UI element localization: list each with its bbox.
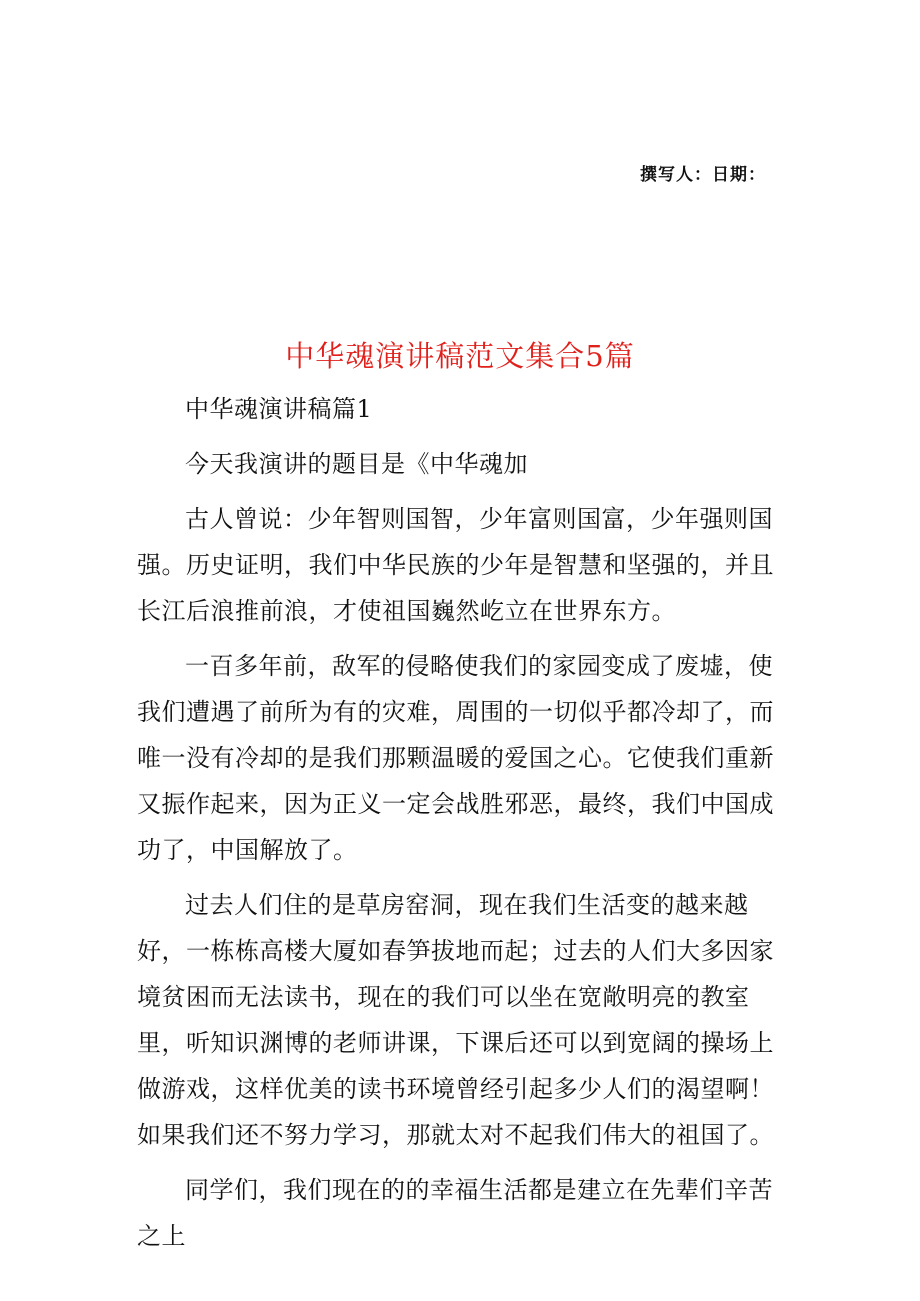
paragraph-ancient-saying: 古人曾说：少年智则国智，少年富则国富，少年强则国强。历史证明，我们中华民族的少年是智慧和坚强的，并且长江后浪推前浪，才使祖国巍然屹立在世界东方。 bbox=[137, 505, 774, 625]
document-body bbox=[137, 386, 797, 1259]
section-heading: 中华魂演讲稿篇1 bbox=[185, 395, 373, 423]
paragraph-history: 一百多年前，敌军的侵略使我们的家园变成了废墟，使我们遭遇了前所为有的灾难，周围的一切似乎都冷却了，而唯一没有冷却的是我们那颗温暖的爱国之心。它使我们重新又振作起来，因为正义一定会战胜邪恶，最终，我们中国成功了，中国解放了。 bbox=[137, 652, 774, 864]
author-date-line: 撰写人：日期： bbox=[640, 165, 766, 185]
paragraph-classmates: 同学们，我们现在的的幸福生活都是建立在先辈们辛苦之上 bbox=[137, 1176, 773, 1250]
document-title: 中华魂演讲稿范文集合5篇 bbox=[285, 339, 635, 373]
paragraph-intro: 今天我演讲的题目是《中华魂加 bbox=[185, 450, 528, 478]
paragraph-past-present: 过去人们住的是草房窑洞，现在我们生活变的越来越好，一栋栋高楼大厦如春笋拔地而起；过去的人们大多因家境贫困而无法读书，现在的我们可以坐在宽敞明亮的教室里，听知识渊博的老师讲课，下课后还可以到宽阔的操场上做游戏，这样优美的读书环境曾经引起多少人们的渴望啊！如果我们还不努力学习，那就太对不起我们伟大的祖国了。 bbox=[137, 891, 774, 1149]
